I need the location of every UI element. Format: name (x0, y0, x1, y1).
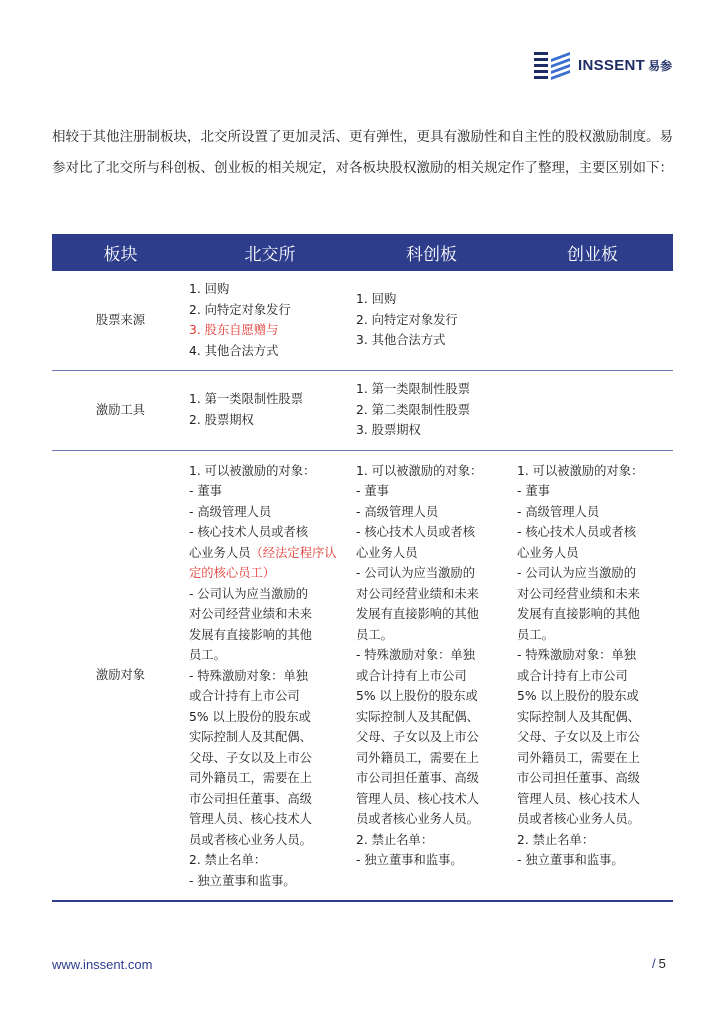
website-link[interactable]: www.inssent.com (52, 957, 153, 972)
recipients-highlight: （经法定程序认定的核心员工） (189, 545, 337, 580)
cell-star-incentive-recipients (351, 450, 512, 901)
row-label: 激励对象 (52, 450, 189, 901)
list-item: 1. 回购 (356, 292, 397, 307)
page-slash: / (652, 956, 656, 971)
cell-bse-incentive-recipients (189, 450, 351, 901)
header-star-market: 科创板 (351, 234, 512, 271)
list-item-highlight: 3. 股东自愿赠与 (189, 323, 279, 337)
cell-bse-incentive-tools (189, 371, 351, 451)
row-label: 激励工具 (52, 371, 189, 451)
table-row-incentive-tools (52, 371, 673, 451)
page-number (652, 956, 666, 971)
cell-chinext-incentive-recipients (512, 450, 673, 901)
table-header-row (52, 234, 673, 271)
recipients-text: 1. 可以被激励的对象： - 董事 - 高级管理人员 - 核心技术人员或者核 心业务人员 (189, 463, 316, 560)
cell-chinext-incentive-tools (512, 371, 673, 451)
header-bse: 北交所 (189, 234, 351, 271)
list-item: 1. 第一类限制性股票 (189, 392, 304, 407)
recipients-text: 1. 可以被激励的对象： - 董事 - 高级管理人员 - 核心技术人员或者核 心业务人员 - 公司认为应当激励的 对公司经营业绩和未来 发展有直接影响的其他 员工。 - 特殊激励对象：单独 或合计持有上市公司 5% 以上股份的股东或 实际控制人及其配偶、 父母、子女以及上市公 司外籍员工，需要在上 市公司担任董事、高级 管理人员、核心技术人 员或者核心业务人员。 2. 禁止名单： - 独立董事和监事。 (356, 463, 483, 867)
brand-logo (534, 50, 672, 80)
recipients-text-continued: - 公司认为应当激励的 对公司经营业绩和未来 发展有直接影响的其他 员工。 - 特殊激励对象：单独 或合计持有上市公司 5% 以上股份的股东或 实际控制人及其配偶、 父母、子女以及上市公 司外籍员工，需要在上 市公司担任董事、高级 管理人员、核心技术人 员或者核心业务人员。 2. 禁止名单： - 独立董事和监事。 (189, 586, 312, 888)
list-item: 1. 第一类限制性股票 (356, 382, 471, 396)
recipients-text: 1. 可以被激励的对象： - 董事 - 高级管理人员 - 核心技术人员或者核 心业务人员 - 公司认为应当激励的 对公司经营业绩和未来 发展有直接影响的其他 员工。 - 特殊激励对象：单独 或合计持有上市公司 5% 以上股份的股东或 实际控制人及其配偶、 父母、子女以及上市公 司外籍员工，需要在上 市公司担任董事、高级 管理人员、核心技术人 员或者核心业务人员。 2. 禁止名单： - 独立董事和监事。 (517, 463, 644, 867)
list-item: 3. 其他合法方式 (356, 333, 446, 348)
page-number-value: 5 (658, 956, 666, 971)
intro-paragraph: 相较于其他注册制板块，北交所设置了更加灵活、更有弹性，更具有激励性和自主性的股权激励制度。易参对比了北交所与科创板、创业板的相关规定，对各板块股权激励的相关规定作了整理，主要区别如下： (52, 129, 673, 176)
list-item: 2. 股票期权 (189, 412, 254, 427)
list-item: 2. 第二类限制性股票 (356, 402, 471, 417)
list-item: 4. 其他合法方式 (189, 343, 279, 358)
cell-star-incentive-tools (351, 371, 512, 451)
cell-star-stock-source (351, 271, 512, 371)
equity-incentive-comparison-table (52, 234, 673, 902)
cell-chinext-stock-source (512, 271, 673, 371)
header-chinext: 创业板 (512, 234, 673, 271)
list-item: 2. 向特定对象发行 (356, 312, 458, 327)
list-item: 3. 股票期权 (356, 423, 421, 437)
header-board: 板块 (52, 234, 189, 271)
list-item: 1. 回购 (189, 282, 230, 296)
brand-name: INSSENT (578, 56, 646, 74)
inssent-logo-icon (534, 50, 570, 80)
table-row-incentive-recipients (52, 450, 673, 901)
cell-bse-stock-source (189, 271, 351, 371)
row-label: 股票来源 (52, 271, 189, 371)
brand-name-cn: 易参 (648, 58, 673, 73)
table-row-stock-source (52, 271, 673, 371)
list-item: 2. 向特定对象发行 (189, 302, 291, 317)
